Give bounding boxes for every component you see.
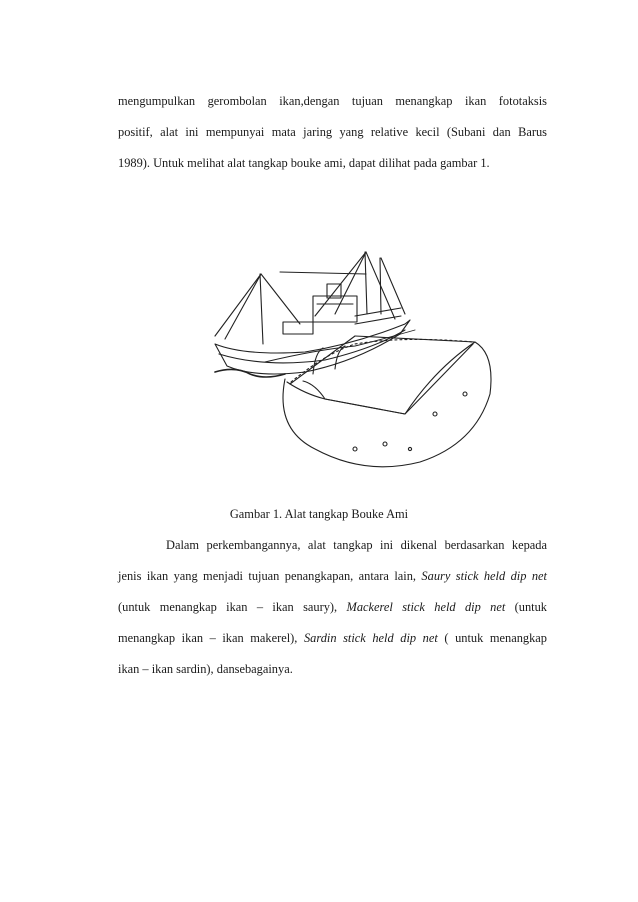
paragraph1-line1: mengumpulkan gerombolan ikan,dengan tujuan menangkap ikan fototaksis xyxy=(118,94,547,108)
paragraph2-line3-text: (untuk menangkap ikan – ikan saury), xyxy=(118,600,347,614)
saury-term: Saury stick held dip net xyxy=(421,569,547,583)
paragraph1-line2: positif, alat ini mempunyai mata jaring yang relative kecil (Subani dan Barus xyxy=(118,125,547,139)
boat-net-illustration xyxy=(205,244,511,476)
paragraph2-line2 xyxy=(118,568,547,584)
paragraph2-line4-tail: ( untuk menangkap xyxy=(437,631,547,645)
paragraph2-line5: ikan – ikan sardin), dansebagainya. xyxy=(118,662,293,676)
paragraph2-line2-text: jenis ikan yang menjadi tujuan penangkapan, antara lain, xyxy=(118,569,422,583)
paragraph2-line3 xyxy=(118,599,547,615)
paragraph1-line3: 1989). Untuk melihat alat tangkap bouke ami, dapat dilihat pada gambar 1. xyxy=(118,156,490,170)
figure-caption: Gambar 1. Alat tangkap Bouke Ami xyxy=(229,507,409,521)
mackerel-term: Mackerel stick held dip net xyxy=(346,600,506,614)
paragraph2-line4-text: menangkap ikan – ikan makerel), xyxy=(118,631,304,645)
paragraph2-line3-tail: (untuk xyxy=(505,600,547,614)
sardin-term: Sardin stick held dip net xyxy=(303,631,438,645)
paragraph2-line1: Dalam perkembangannya, alat tangkap ini dikenal berdasarkan kepada xyxy=(166,538,547,552)
paragraph2-line4 xyxy=(118,630,547,646)
